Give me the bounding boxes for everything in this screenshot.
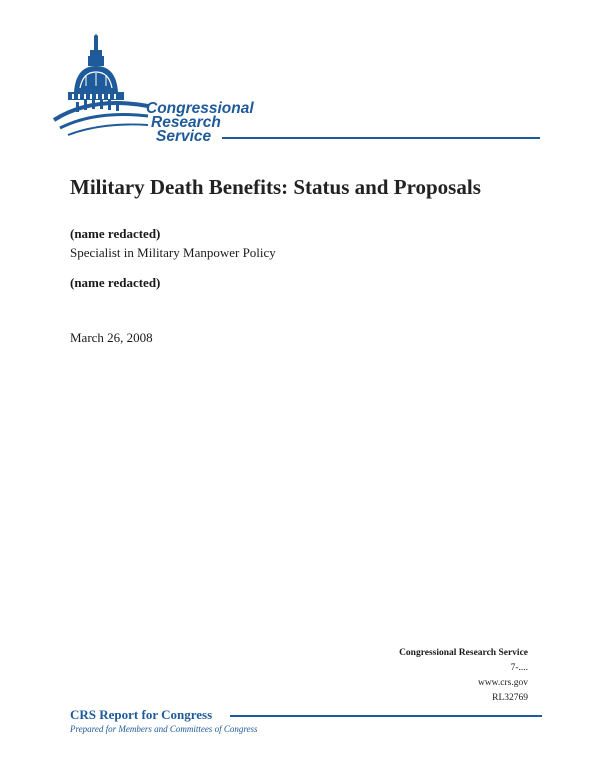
report-title: Military Death Benefits: Status and Proposals <box>70 175 481 199</box>
footer-title: CRS Report for Congress <box>70 707 213 722</box>
logo-line-congressional: Congressional <box>146 100 254 117</box>
publisher-org: Congressional Research Service <box>399 648 528 658</box>
author-role: Specialist in Military Manpower Policy <box>70 245 276 260</box>
publisher-phone: 7-.... <box>510 663 528 673</box>
logo-line-research: Research <box>151 114 221 131</box>
report-number: RL32769 <box>492 693 528 703</box>
author-name: (name redacted) <box>70 226 161 241</box>
author-name: (name redacted) <box>70 275 161 290</box>
publisher-website: www.crs.gov <box>477 678 528 688</box>
logo-line-service: Service <box>156 128 212 145</box>
capitol-dome-icon <box>52 32 152 144</box>
crs-logo <box>52 32 542 144</box>
footer-subtitle: Prepared for Members and Committees of Congress <box>70 724 258 734</box>
publisher-info <box>399 646 528 706</box>
footer-rule <box>230 715 542 717</box>
report-date: March 26, 2008 <box>70 330 153 345</box>
logo-rule <box>222 137 540 139</box>
